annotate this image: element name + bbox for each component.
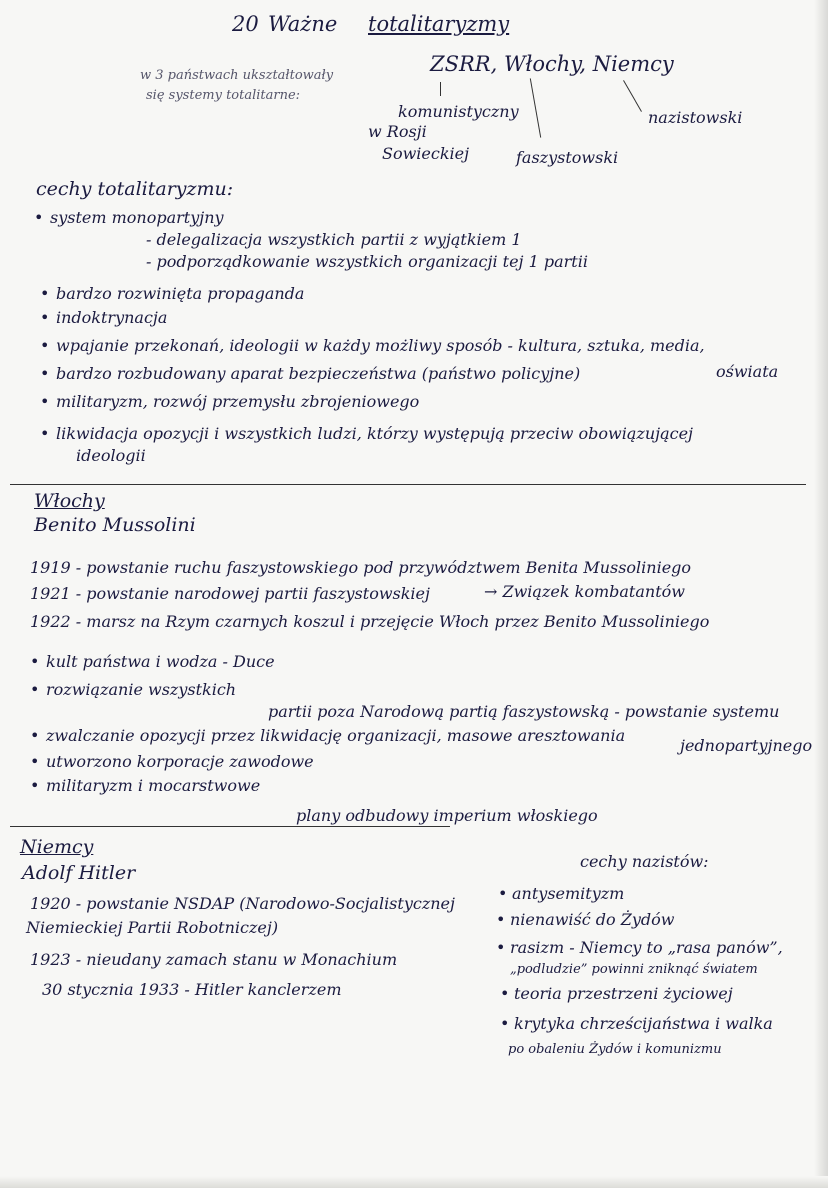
germany-connector-line: [623, 80, 642, 112]
ussr-note-line-1: komunistyczny: [398, 102, 519, 121]
germany-event: 1923 - nieudany zamach stanu w Monachium: [30, 950, 398, 969]
nazi-trait-bullet: •: [496, 938, 506, 957]
feature-item-continuation: ideologii: [76, 446, 146, 465]
feature-item: bardzo rozbudowany aparat bezpieczeństwa (państwo policyjne): [56, 364, 581, 383]
italy-point-continuation: plany odbudowy imperium włoskiego: [296, 806, 598, 825]
germany-note: nazistowski: [648, 108, 743, 127]
italy-point: kult państwa i wodza - Duce: [46, 652, 275, 671]
intro-note-line-1: w 3 państwach ukształtowały: [140, 68, 334, 83]
nazi-trait-bullet: •: [500, 1014, 510, 1033]
header-number: 20: [232, 12, 259, 36]
italy-bullet: •: [30, 726, 40, 745]
germany-title: Niemcy: [20, 836, 94, 858]
italy-point-continuation: jednopartyjnego: [680, 736, 813, 755]
italy-bullet: •: [30, 776, 40, 795]
feature-item: bardzo rozwinięta propaganda: [56, 284, 305, 303]
germany-leader: Adolf Hitler: [22, 862, 136, 884]
germany-event-continuation: Niemieckiej Partii Robotniczej): [26, 918, 279, 937]
italy-event-note: → Związek kombatantów: [484, 582, 685, 601]
feature-item: wpajanie przekonań, ideologii w każdy możliwy sposób - kultura, sztuka, media,: [56, 336, 705, 355]
ussr-note-line-3: Sowieckiej: [382, 144, 470, 163]
feature-bullet: •: [40, 308, 50, 327]
nazi-trait: krytyka chrześcijaństwa i walka: [514, 1014, 773, 1033]
nazi-trait-bullet: •: [500, 984, 510, 1003]
feature-bullet: •: [40, 336, 50, 355]
intro-note-line-2: się systemy totalitarne:: [146, 88, 301, 103]
feature-bullet: •: [34, 208, 44, 227]
nazi-trait-continuation: „podludzie” powinni zniknąć światem: [510, 962, 758, 977]
nazi-trait-continuation: po obaleniu Żydów i komunizmu: [508, 1042, 722, 1057]
header-word-2: totalitaryzmy: [368, 12, 510, 36]
nazi-trait-bullet: •: [498, 884, 508, 903]
italy-event: 1922 - marsz na Rzym czarnych koszul i przejęcie Włoch przez Benito Mussoliniego: [30, 612, 710, 631]
header-word-1: Ważne: [268, 12, 338, 36]
nazi-trait: teoria przestrzeni życiowej: [514, 984, 733, 1003]
feature-item: likwidacja opozycji i wszystkich ludzi, którzy występują przeciw obowiązującej: [56, 424, 694, 443]
italy-leader: Benito Mussolini: [34, 514, 196, 536]
italy-bullet: •: [30, 652, 40, 671]
italy-point: zwalczanie opozycji przez likwidację organizacji, masowe aresztowania: [46, 726, 626, 745]
nazi-trait: nienawiść do Żydów: [510, 910, 675, 929]
feature-bullet: •: [40, 284, 50, 303]
countries-list: ZSRR, Włochy, Niemcy: [430, 52, 674, 76]
italy-point: utworzono korporacje zawodowe: [46, 752, 314, 771]
italy-note: faszystowski: [516, 148, 619, 167]
germany-event: 1920 - powstanie NSDAP (Narodowo-Socjalistycznej: [30, 894, 455, 913]
page-edge-shadow: [814, 0, 828, 1188]
nazi-trait: rasizm - Niemcy to „rasa panów”,: [510, 938, 783, 957]
italy-point: militaryzm i mocarstwowe: [46, 776, 261, 795]
feature-bullet: •: [40, 364, 50, 383]
feature-bullet: •: [40, 424, 50, 443]
page-bottom-shadow: [0, 1176, 828, 1188]
italy-event: 1921 - powstanie narodowej partii faszystowskiej: [30, 584, 430, 603]
features-title: cechy totalitaryzmu:: [36, 178, 234, 200]
ussr-note-line-2: w Rosji: [368, 122, 427, 141]
feature-subitem: - delegalizacja wszystkich partii z wyjątkiem 1: [146, 230, 522, 249]
section-divider: [10, 826, 450, 827]
feature-subitem: - podporządkowanie wszystkich organizacji tej 1 partii: [146, 252, 588, 271]
italy-bullet: •: [30, 680, 40, 699]
nazi-trait: antysemityzm: [512, 884, 625, 903]
nazi-trait-bullet: •: [496, 910, 506, 929]
italy-bullet: •: [30, 752, 40, 771]
feature-bullet: •: [40, 392, 50, 411]
italy-connector-line: [530, 78, 541, 137]
ussr-connector-line: [440, 82, 441, 96]
italy-point-continuation: partii poza Narodową partią faszystowską - powstanie systemu: [268, 702, 780, 721]
italy-event: 1919 - powstanie ruchu faszystowskiego pod przywództwem Benita Mussoliniego: [30, 558, 692, 577]
feature-item-continuation: oświata: [716, 362, 779, 381]
section-divider: [10, 484, 806, 485]
feature-item: indoktrynacja: [56, 308, 168, 327]
italy-point: rozwiązanie wszystkich: [46, 680, 237, 699]
nazi-traits-title: cechy nazistów:: [580, 852, 709, 871]
italy-title: Włochy: [34, 490, 105, 512]
germany-event: 30 stycznia 1933 - Hitler kanclerzem: [42, 980, 342, 999]
feature-item: system monopartyjny: [50, 208, 224, 227]
feature-item: militaryzm, rozwój przemysłu zbrojeniowego: [56, 392, 420, 411]
